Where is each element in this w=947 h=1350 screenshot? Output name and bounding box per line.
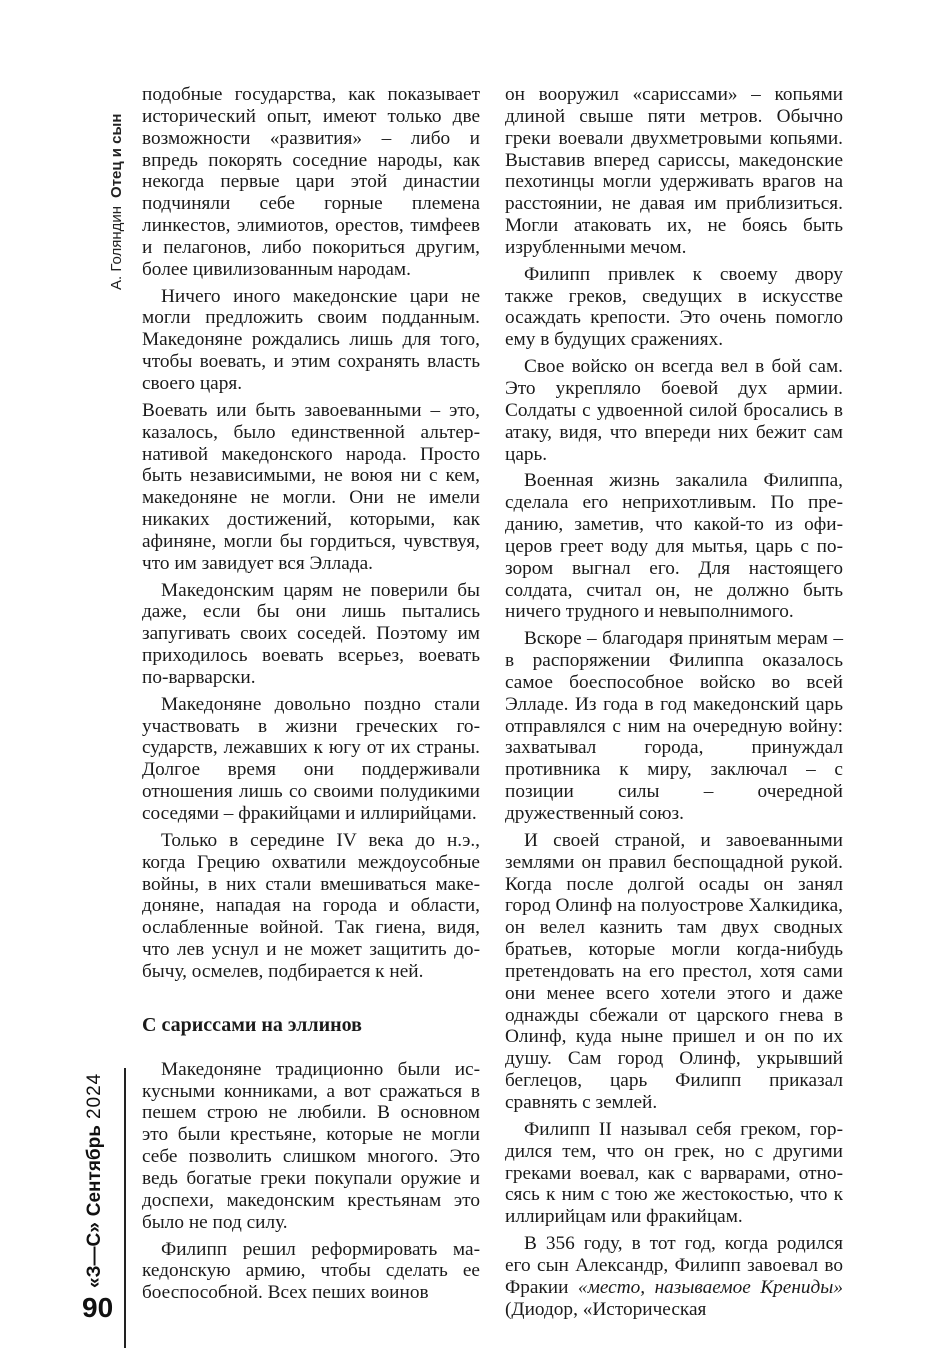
right-column [505,84,843,1325]
paragraph: Военная жизнь закалила Филиппа, сделала его неприхотливым. По преданию, заметив, что какой-то из офицеров греет воду для мытья, царь с позором выгнал его. Для настоящего солдата, считал он, не должно быть ничего трудного и невыполнимого. [505,470,843,623]
paragraph: И своей страной, и завоеванными землями он правил беспощадной рукой. Когда после долгой осады он занял город Олинф на полуострове Халкидика, он велел казнить там двух сводных братьев, которые могли когда-нибудь претендовать на его престол, хотя сами они менее всего хотели этого и даже однажды сбежали от царского гнева в Олинф, куда ныне пришел и он по их душу. Сам город Олинф, укрывший беглецов, царь Филипп приказал сравнять с землей. [505,829,843,1113]
running-head [108,114,125,290]
issue-year: 2024 [84,1072,105,1120]
margin-rule [124,1068,126,1348]
left-column [142,84,480,1309]
paragraph: Свое войско он всегда вел в бой сам. Это укрепляло боевой дух армии. Солдаты с удвоенной силой бросались в атаку, видя, что впереди них бежит сам царь. [505,356,843,465]
paragraph-text: (Диодор, «Историческая [505,1298,707,1320]
magazine-name: «З—С» [84,1222,105,1288]
page-number: 90 [82,1292,114,1323]
paragraph: Филипп решил реформировать македонскую армию, чтобы сделать ее боеспособной. Всех пеших воинов [142,1238,480,1304]
paragraph: Македоняне традиционно были искусными конниками, а вот сражаться в пешем строю не любили. В основном это были крестьяне, которые не могли себе позволить слишком многого. Это ведь богатые греки покупали оружие и доспехи, македонским крестьянам это было не под силу. [142,1058,480,1233]
magazine-issue-line [84,1073,106,1288]
issue-month: Сентябрь [84,1125,105,1217]
paragraph: Филипп II называл себя греком, гордился тем, что он грек, но с другими греками воевал, как с варварами, относясь к ним с тою же жестокостью, что к иллирийцам или фракийцам. [505,1118,843,1228]
paragraph: Вскоре – благодаря принятым мерам – в распоряжении Филиппа оказалось самое боеспособное войско во всей Элладе. Из года в год македонский царь отправлялся с ним на очередную войну: захватывал города, принуждал противника к миру, заключал – с позиции силы – очередной дружественный союз. [505,628,843,824]
paragraph: Македоняне довольно поздно стали участвовать в жизни греческих государств, лежавших к югу от их страны. Долгое время они поддерживали отношения лишь со своими полудикими соседями – фракийцами и иллирийцами. [142,693,480,824]
paragraph: Воевать или быть завоеванными – это, казалось, было единственной альтернативой македонского народа. Просто быть независимыми, не воюя ни с кем, македоняне не могли. Они не имели никаких достижений, которыми, как афиняне, могли бы гордиться, чувствуя, что им завидует вся Эллада. [142,399,480,574]
author-name: А. Голяндин [108,205,125,290]
paragraph: он вооружил «сариссами» – копьями длиной свыше пяти метров. Обычно греки воевали двухметровыми копьями. Выставив вперед сариссы, македонские пехотинцы могли удерживать врагов на расстоянии, не давая им приблизиться. Могли атаковать их, не боясь быть изрубленными мечом. [505,84,843,258]
paragraph: Филипп привлек к своему двору также греков, сведущих в искусстве осаждать крепости. Это очень помогло ему в будущих сражениях. [505,263,843,351]
section-heading: С сариссами на эллинов [142,1013,362,1036]
paragraph: подобные государства, как показывает исторический опыт, имеют только две возможности «развития» – либо и впредь покорять соседние народы, как некогда первые цари этой династии подчиняли себе горные племена линкестов, элимиотов, орестов, тимфеев и пелагонов, либо покориться другим, более цивилизованным народам. [142,84,480,280]
section-title: Отец и сын [108,113,125,198]
paragraph [505,1233,843,1320]
quote-italic: «место, называемое Крениды» [577,1276,843,1298]
paragraph: Ничего иного македонские цари не могли предложить своим подданным. Македоняне рождались лишь для того, чтобы воевать, и этим сохранять власть своего царя. [142,285,480,394]
paragraph: Только в середине IV века до н.э., когда Грецию охватили междоусобные войны, в них стали вмешиваться македоняне, нападая на города и области, ослабленные войной. Так гиена, видя, что лев уснул и не может защитить добычу, осмелев, подбирается к ней. [142,829,480,982]
paragraph: Македонским царям не поверили бы даже, если бы они лишь пытались запугивать своих соседей. Поэтому им приходилось воевать всерьез, воевать по-варварски. [142,579,480,688]
paragraph-text: В 356 году, в тот год, когда родился его сын Александр, Филипп завоевал во Фракии [505,1233,843,1298]
